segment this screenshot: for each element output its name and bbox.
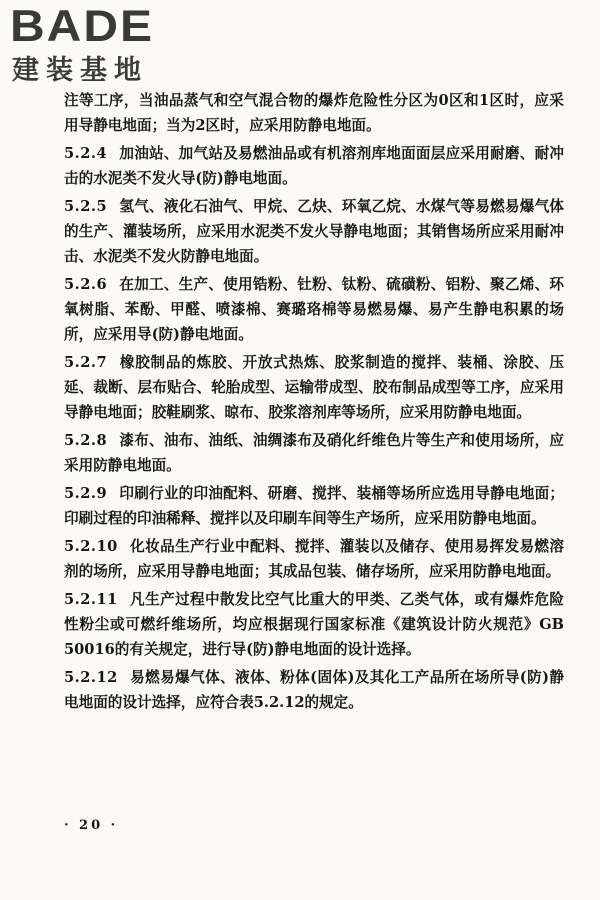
clause-5-2-4	[64, 141, 564, 191]
clause-number: 5.2.10	[64, 538, 118, 555]
clause-number: 5.2.12	[64, 669, 118, 686]
clause-text: 易燃易爆气体、液体、粉体(固体)及其化工产品所在场所导(防)静电地面的设计选择，应符合表5.2.12的规定。	[64, 669, 564, 711]
clause-5-2-8	[64, 428, 564, 478]
clause-text: 加油站、加气站及易燃油品或有机溶剂库地面面层应采用耐磨、耐冲击的水泥类不发火导(防)静电地面。	[64, 145, 564, 187]
clause-text: 氢气、液化石油气、甲烷、乙炔、环氧乙烷、水煤气等易燃易爆气体的生产、灌装场所，应采用水泥类不发火导静电地面；其销售场所应采用耐冲击、水泥类不发火防静电地面。	[64, 198, 564, 265]
clause-text: 化妆品生产行业中配料、搅拌、灌装以及储存、使用易挥发易燃溶剂的场所，应采用导静电地面；其成品包装、储存场所，应采用防静电地面。	[64, 538, 564, 580]
clause-5-2-6	[64, 272, 564, 347]
clause-5-2-9	[64, 481, 564, 531]
clause-5-2-10	[64, 534, 564, 584]
clause-number: 5.2.11	[64, 591, 118, 608]
paragraph-text: 注等工序，当油品蒸气和空气混合物的爆炸危险性分区为0区和1区时，应采用导静电地面；当为2区时，应采用防静电地面。	[64, 92, 564, 134]
page-number: · 20 ·	[64, 818, 119, 833]
clause-text: 漆布、油布、油纸、油绸漆布及硝化纤维色片等生产和使用场所，应采用防静电地面。	[64, 432, 564, 474]
document-body	[64, 88, 564, 718]
clause-5-2-7	[64, 350, 564, 425]
brand-logo	[10, 4, 175, 92]
clause-text: 橡胶制品的炼胶、开放式热炼、胶浆制造的搅拌、装桶、涂胶、压延、裁断、层布贴合、轮胎成型、运输带成型、胶布制品成型等工序，应采用导静电地面；胶鞋刷浆、晾布、胶浆溶剂库等场所，应采用防静电地面。	[64, 354, 564, 421]
clause-number: 5.2.6	[64, 276, 108, 293]
paragraph-continued	[64, 88, 564, 138]
clause-text: 凡生产过程中散发比空气比重大的甲类、乙类气体，或有爆炸危险性粉尘或可燃纤维场所，均应根据现行国家标准《建筑设计防火规范》GB 50016的有关规定，进行导(防)静电地面的设计选择。	[64, 591, 564, 658]
clause-5-2-11	[64, 587, 564, 662]
clause-5-2-5	[64, 194, 564, 269]
clause-text: 印刷行业的印油配料、研磨、搅拌、装桶等场所应选用导静电地面；印刷过程的印油稀释、搅拌以及印刷车间等生产场所，应采用防静电地面。	[64, 485, 564, 527]
clause-number: 5.2.5	[64, 198, 108, 215]
logo-subtitle: 建装基地	[12, 55, 148, 86]
clause-number: 5.2.9	[64, 485, 108, 502]
clause-number: 5.2.8	[64, 432, 108, 449]
clause-5-2-12	[64, 665, 564, 715]
clause-text: 在加工、生产、使用锆粉、钍粉、钛粉、硫磺粉、铝粉、聚乙烯、环氧树脂、苯酚、甲醛、喷漆棉、赛璐珞棉等易燃易爆、易产生静电积累的场所，应采用导(防)静电地面。	[64, 276, 564, 343]
clause-number: 5.2.4	[64, 145, 108, 162]
logo-wordmark: BADE	[10, 2, 155, 51]
clause-number: 5.2.7	[64, 354, 108, 371]
